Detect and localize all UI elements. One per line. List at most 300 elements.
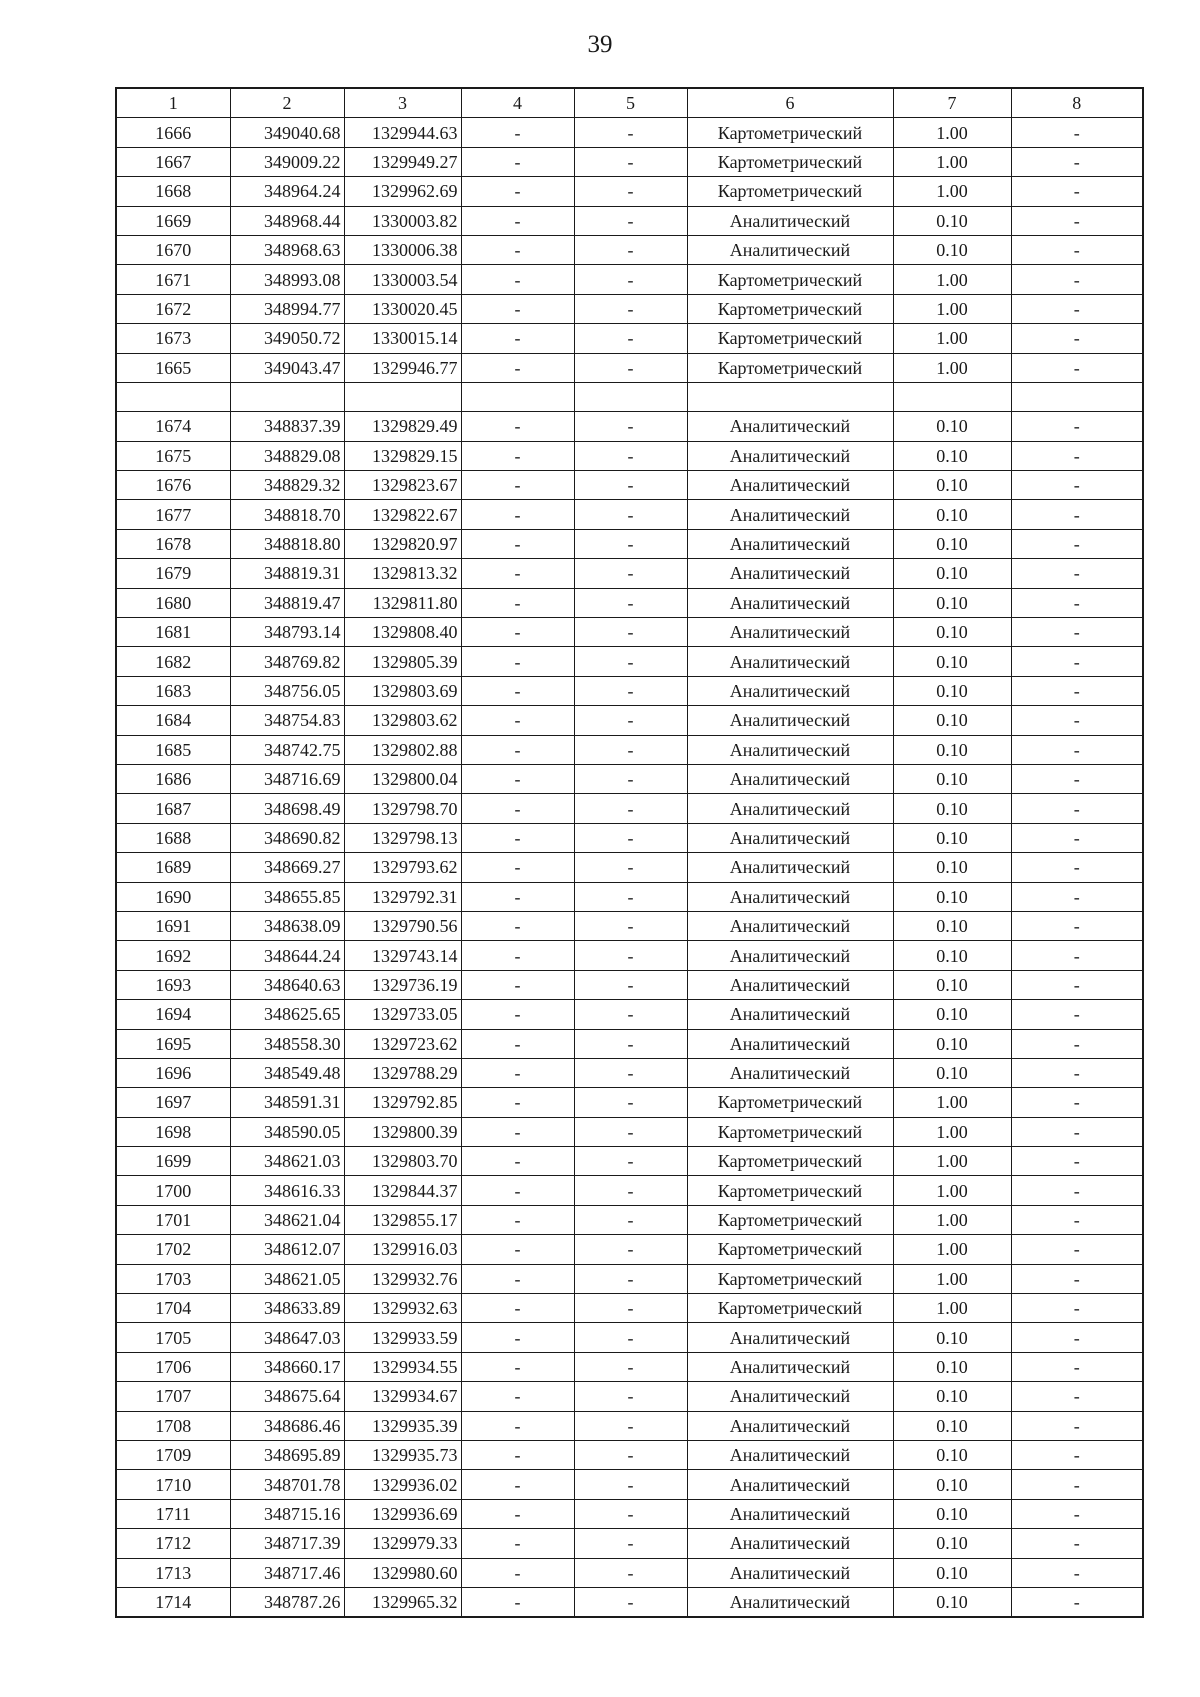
accuracy-cell: 0.10: [893, 941, 1011, 970]
y-coordinate-cell: 1329802.88: [344, 735, 461, 764]
col-8-cell: -: [1011, 1088, 1143, 1117]
col-8-cell: -: [1011, 764, 1143, 793]
table-row: [116, 764, 1143, 793]
method-cell: Аналитический: [687, 706, 893, 735]
col-4-cell: -: [461, 177, 574, 206]
y-coordinate-cell: 1329803.70: [344, 1147, 461, 1176]
col-5-cell: -: [574, 1000, 687, 1029]
method-cell: Картометрический: [687, 294, 893, 323]
col-5-cell: -: [574, 1088, 687, 1117]
col-4-cell: -: [461, 676, 574, 705]
col-8-cell: -: [1011, 235, 1143, 264]
col-4-cell: -: [461, 559, 574, 588]
method-cell: Аналитический: [687, 1000, 893, 1029]
col-4-cell: -: [461, 1117, 574, 1146]
table-row: [116, 206, 1143, 235]
accuracy-cell: 1.00: [893, 1176, 1011, 1205]
x-coordinate-cell: 348819.47: [230, 588, 344, 617]
method-cell: Картометрический: [687, 353, 893, 382]
col-4-cell: -: [461, 1147, 574, 1176]
col-5-cell: -: [574, 1558, 687, 1587]
column-header: 6: [687, 88, 893, 118]
accuracy-cell: 0.10: [893, 706, 1011, 735]
method-cell: Аналитический: [687, 1558, 893, 1587]
col-5-cell: -: [574, 941, 687, 970]
accuracy-cell: 1.00: [893, 324, 1011, 353]
accuracy-cell: 1.00: [893, 118, 1011, 147]
y-coordinate-cell: 1329934.67: [344, 1382, 461, 1411]
method-cell: Аналитический: [687, 588, 893, 617]
method-cell: Аналитический: [687, 1323, 893, 1352]
method-cell: Аналитический: [687, 471, 893, 500]
accuracy-cell: 0.10: [893, 1587, 1011, 1617]
accuracy-cell: 0.10: [893, 412, 1011, 441]
col-8-cell: -: [1011, 529, 1143, 558]
col-5-cell: -: [574, 1058, 687, 1087]
y-coordinate-cell: 1329934.55: [344, 1352, 461, 1381]
y-coordinate-cell: 1329933.59: [344, 1323, 461, 1352]
col-8-cell: -: [1011, 1382, 1143, 1411]
col-4-cell: -: [461, 1176, 574, 1205]
point-number-cell: 1698: [116, 1117, 230, 1146]
y-coordinate-cell: 1329979.33: [344, 1529, 461, 1558]
table-row: [116, 823, 1143, 852]
x-coordinate-cell: 348717.39: [230, 1529, 344, 1558]
col-4-cell: -: [461, 294, 574, 323]
x-coordinate-cell: 348633.89: [230, 1294, 344, 1323]
col-4-cell: -: [461, 1029, 574, 1058]
accuracy-cell: 0.10: [893, 853, 1011, 882]
table-row: [116, 441, 1143, 470]
method-cell: Аналитический: [687, 764, 893, 793]
method-cell: Аналитический: [687, 559, 893, 588]
table-row: [116, 1176, 1143, 1205]
x-coordinate-cell: 348769.82: [230, 647, 344, 676]
table-row: [116, 735, 1143, 764]
table-row: [116, 853, 1143, 882]
col-4-cell: -: [461, 588, 574, 617]
col-4-cell: -: [461, 1058, 574, 1087]
method-cell: Аналитический: [687, 1499, 893, 1528]
x-coordinate-cell: 348993.08: [230, 265, 344, 294]
x-coordinate-cell: 348994.77: [230, 294, 344, 323]
col-8-cell: -: [1011, 823, 1143, 852]
column-header: 3: [344, 88, 461, 118]
col-8-cell: -: [1011, 1029, 1143, 1058]
x-coordinate-cell: 348686.46: [230, 1411, 344, 1440]
col-4-cell: -: [461, 1088, 574, 1117]
col-4-cell: -: [461, 265, 574, 294]
table-row: [116, 353, 1143, 382]
col-4-cell: -: [461, 1000, 574, 1029]
col-5-cell: -: [574, 1294, 687, 1323]
col-8-cell: -: [1011, 500, 1143, 529]
col-8-cell: -: [1011, 177, 1143, 206]
table-row: [116, 706, 1143, 735]
y-coordinate-cell: 1329800.04: [344, 764, 461, 793]
x-coordinate-cell: 348675.64: [230, 1382, 344, 1411]
col-4-cell: -: [461, 764, 574, 793]
accuracy-cell: 1.00: [893, 177, 1011, 206]
col-5-cell: -: [574, 1264, 687, 1293]
col-4-cell: -: [461, 1558, 574, 1587]
col-4-cell: -: [461, 471, 574, 500]
col-5-cell: -: [574, 1587, 687, 1617]
col-8-cell: -: [1011, 1264, 1143, 1293]
x-coordinate-cell: 348647.03: [230, 1323, 344, 1352]
point-number-cell: 1695: [116, 1029, 230, 1058]
col-4-cell: -: [461, 647, 574, 676]
col-4-cell: -: [461, 706, 574, 735]
method-cell: Аналитический: [687, 647, 893, 676]
x-coordinate-cell: 348968.44: [230, 206, 344, 235]
x-coordinate-cell: 348621.05: [230, 1264, 344, 1293]
accuracy-cell: 0.10: [893, 794, 1011, 823]
accuracy-cell: 0.10: [893, 1058, 1011, 1087]
x-coordinate-cell: 348698.49: [230, 794, 344, 823]
accuracy-cell: 0.10: [893, 1000, 1011, 1029]
col-8-cell: -: [1011, 294, 1143, 323]
table-row: [116, 118, 1143, 147]
accuracy-cell: 1.00: [893, 265, 1011, 294]
col-5-cell: -: [574, 1235, 687, 1264]
table-header-row: [116, 88, 1143, 118]
col-8-cell: -: [1011, 1117, 1143, 1146]
col-8-cell: -: [1011, 1587, 1143, 1617]
accuracy-cell: 0.10: [893, 500, 1011, 529]
method-cell: Аналитический: [687, 794, 893, 823]
col-8-cell: -: [1011, 1235, 1143, 1264]
table-row: [116, 1029, 1143, 1058]
col-5-cell: -: [574, 1117, 687, 1146]
table-row: [116, 647, 1143, 676]
table-row: [116, 382, 1143, 411]
accuracy-cell: 1.00: [893, 353, 1011, 382]
col-8-cell: -: [1011, 1558, 1143, 1587]
col-8-cell: -: [1011, 794, 1143, 823]
col-5-cell: -: [574, 1499, 687, 1528]
point-number-cell: 1710: [116, 1470, 230, 1499]
accuracy-cell: 0.10: [893, 911, 1011, 940]
x-coordinate-cell: 348968.63: [230, 235, 344, 264]
method-cell: Аналитический: [687, 412, 893, 441]
y-coordinate-cell: 1329792.85: [344, 1088, 461, 1117]
col-4-cell: -: [461, 441, 574, 470]
y-coordinate-cell: 1329808.40: [344, 618, 461, 647]
point-number-cell: 1678: [116, 529, 230, 558]
col-8-cell: -: [1011, 1499, 1143, 1528]
accuracy-cell: [893, 382, 1011, 411]
y-coordinate-cell: 1329803.62: [344, 706, 461, 735]
col-4-cell: -: [461, 1440, 574, 1469]
col-4-cell: -: [461, 324, 574, 353]
method-cell: Аналитический: [687, 1440, 893, 1469]
method-cell: Картометрический: [687, 118, 893, 147]
accuracy-cell: 0.10: [893, 882, 1011, 911]
point-number-cell: 1700: [116, 1176, 230, 1205]
column-header: 8: [1011, 88, 1143, 118]
x-coordinate-cell: 348793.14: [230, 618, 344, 647]
point-number-cell: 1697: [116, 1088, 230, 1117]
table-row: [116, 1000, 1143, 1029]
point-number-cell: 1671: [116, 265, 230, 294]
col-8-cell: -: [1011, 1058, 1143, 1087]
y-coordinate-cell: 1329946.77: [344, 353, 461, 382]
point-number-cell: 1704: [116, 1294, 230, 1323]
point-number-cell: 1701: [116, 1205, 230, 1234]
x-coordinate-cell: 348964.24: [230, 177, 344, 206]
x-coordinate-cell: 348818.70: [230, 500, 344, 529]
y-coordinate-cell: 1329811.80: [344, 588, 461, 617]
accuracy-cell: 0.10: [893, 441, 1011, 470]
method-cell: Аналитический: [687, 1529, 893, 1558]
x-coordinate-cell: 348549.48: [230, 1058, 344, 1087]
point-number-cell: 1670: [116, 235, 230, 264]
col-4-cell: -: [461, 1323, 574, 1352]
accuracy-cell: 0.10: [893, 764, 1011, 793]
point-number-cell: 1691: [116, 911, 230, 940]
y-coordinate-cell: 1330006.38: [344, 235, 461, 264]
accuracy-cell: 0.10: [893, 1558, 1011, 1587]
col-4-cell: -: [461, 118, 574, 147]
accuracy-cell: 0.10: [893, 735, 1011, 764]
col-5-cell: -: [574, 500, 687, 529]
col-8-cell: -: [1011, 911, 1143, 940]
col-4-cell: -: [461, 794, 574, 823]
y-coordinate-cell: 1329736.19: [344, 970, 461, 999]
col-5-cell: -: [574, 618, 687, 647]
y-coordinate-cell: 1329798.70: [344, 794, 461, 823]
col-8-cell: -: [1011, 1176, 1143, 1205]
x-coordinate-cell: 349050.72: [230, 324, 344, 353]
x-coordinate-cell: 348829.08: [230, 441, 344, 470]
col-5-cell: -: [574, 1029, 687, 1058]
method-cell: Аналитический: [687, 1382, 893, 1411]
y-coordinate-cell: 1329823.67: [344, 471, 461, 500]
x-coordinate-cell: 348612.07: [230, 1235, 344, 1264]
x-coordinate-cell: 348837.39: [230, 412, 344, 441]
col-8-cell: -: [1011, 970, 1143, 999]
y-coordinate-cell: 1329932.63: [344, 1294, 461, 1323]
method-cell: Картометрический: [687, 147, 893, 176]
col-5-cell: -: [574, 1352, 687, 1381]
table-row: [116, 1264, 1143, 1293]
method-cell: [687, 382, 893, 411]
table-row: [116, 1235, 1143, 1264]
col-8-cell: -: [1011, 1411, 1143, 1440]
point-number-cell: [116, 382, 230, 411]
col-5-cell: -: [574, 970, 687, 999]
y-coordinate-cell: 1329932.76: [344, 1264, 461, 1293]
col-8-cell: -: [1011, 324, 1143, 353]
table-row: [116, 500, 1143, 529]
method-cell: Аналитический: [687, 441, 893, 470]
col-8-cell: -: [1011, 1323, 1143, 1352]
col-5-cell: -: [574, 177, 687, 206]
accuracy-cell: 1.00: [893, 1235, 1011, 1264]
point-number-cell: 1666: [116, 118, 230, 147]
y-coordinate-cell: 1329855.17: [344, 1205, 461, 1234]
col-5-cell: -: [574, 588, 687, 617]
x-coordinate-cell: 348716.69: [230, 764, 344, 793]
method-cell: Картометрический: [687, 1294, 893, 1323]
table-row: [116, 1499, 1143, 1528]
col-4-cell: -: [461, 1352, 574, 1381]
col-5-cell: -: [574, 882, 687, 911]
col-4-cell: -: [461, 1499, 574, 1528]
table-row: [116, 265, 1143, 294]
table-row: [116, 1058, 1143, 1087]
accuracy-cell: 0.10: [893, 1411, 1011, 1440]
point-number-cell: 1690: [116, 882, 230, 911]
x-coordinate-cell: 348655.85: [230, 882, 344, 911]
method-cell: Картометрический: [687, 177, 893, 206]
table-row: [116, 618, 1143, 647]
col-8-cell: -: [1011, 1529, 1143, 1558]
col-5-cell: -: [574, 206, 687, 235]
table-row: [116, 1294, 1143, 1323]
col-4-cell: -: [461, 1529, 574, 1558]
method-cell: Аналитический: [687, 529, 893, 558]
accuracy-cell: 0.10: [893, 471, 1011, 500]
col-8-cell: -: [1011, 559, 1143, 588]
table-row: [116, 676, 1143, 705]
method-cell: Аналитический: [687, 1058, 893, 1087]
x-coordinate-cell: 348695.89: [230, 1440, 344, 1469]
point-number-cell: 1692: [116, 941, 230, 970]
method-cell: Аналитический: [687, 618, 893, 647]
col-8-cell: -: [1011, 853, 1143, 882]
col-5-cell: -: [574, 294, 687, 323]
y-coordinate-cell: 1330003.54: [344, 265, 461, 294]
col-8-cell: -: [1011, 147, 1143, 176]
accuracy-cell: 0.10: [893, 1382, 1011, 1411]
col-8-cell: [1011, 382, 1143, 411]
y-coordinate-cell: 1329790.56: [344, 911, 461, 940]
table-row: [116, 471, 1143, 500]
x-coordinate-cell: 349009.22: [230, 147, 344, 176]
col-4-cell: -: [461, 1235, 574, 1264]
point-number-cell: 1688: [116, 823, 230, 852]
col-8-cell: -: [1011, 412, 1143, 441]
accuracy-cell: 0.10: [893, 588, 1011, 617]
table-row: [116, 1411, 1143, 1440]
col-4-cell: -: [461, 1411, 574, 1440]
x-coordinate-cell: 348742.75: [230, 735, 344, 764]
method-cell: Аналитический: [687, 970, 893, 999]
table-body: [116, 118, 1143, 1617]
col-4-cell: -: [461, 412, 574, 441]
x-coordinate-cell: 348591.31: [230, 1088, 344, 1117]
point-number-cell: 1706: [116, 1352, 230, 1381]
table-row: [116, 177, 1143, 206]
table-row: [116, 1352, 1143, 1381]
table-row: [116, 970, 1143, 999]
method-cell: Аналитический: [687, 823, 893, 852]
col-4-cell: -: [461, 500, 574, 529]
accuracy-cell: 0.10: [893, 1323, 1011, 1352]
col-5-cell: -: [574, 471, 687, 500]
table-row: [116, 147, 1143, 176]
method-cell: Аналитический: [687, 1411, 893, 1440]
col-5-cell: -: [574, 706, 687, 735]
y-coordinate-cell: 1329813.32: [344, 559, 461, 588]
accuracy-cell: 0.10: [893, 206, 1011, 235]
y-coordinate-cell: 1329793.62: [344, 853, 461, 882]
accuracy-cell: 0.10: [893, 1470, 1011, 1499]
col-8-cell: -: [1011, 941, 1143, 970]
table-row: [116, 1323, 1143, 1352]
col-4-cell: -: [461, 206, 574, 235]
table-row: [116, 294, 1143, 323]
point-number-cell: 1696: [116, 1058, 230, 1087]
col-4-cell: -: [461, 235, 574, 264]
y-coordinate-cell: 1329723.62: [344, 1029, 461, 1058]
table-row: [116, 882, 1143, 911]
y-coordinate-cell: 1329788.29: [344, 1058, 461, 1087]
table-row: [116, 1558, 1143, 1587]
y-coordinate-cell: 1329916.03: [344, 1235, 461, 1264]
col-8-cell: -: [1011, 1294, 1143, 1323]
point-number-cell: 1682: [116, 647, 230, 676]
point-number-cell: 1693: [116, 970, 230, 999]
coordinates-table: [115, 87, 1144, 1618]
method-cell: Картометрический: [687, 1088, 893, 1117]
col-5-cell: -: [574, 235, 687, 264]
y-coordinate-cell: 1329805.39: [344, 647, 461, 676]
method-cell: Аналитический: [687, 676, 893, 705]
point-number-cell: 1672: [116, 294, 230, 323]
col-5-cell: -: [574, 441, 687, 470]
y-coordinate-cell: 1329829.49: [344, 412, 461, 441]
y-coordinate-cell: 1329733.05: [344, 1000, 461, 1029]
point-number-cell: 1708: [116, 1411, 230, 1440]
col-5-cell: -: [574, 1323, 687, 1352]
table-row: [116, 911, 1143, 940]
col-8-cell: -: [1011, 1440, 1143, 1469]
col-4-cell: -: [461, 147, 574, 176]
point-number-cell: 1679: [116, 559, 230, 588]
table-row: [116, 235, 1143, 264]
accuracy-cell: 0.10: [893, 618, 1011, 647]
x-coordinate-cell: 348669.27: [230, 853, 344, 882]
x-coordinate-cell: 348829.32: [230, 471, 344, 500]
col-4-cell: -: [461, 735, 574, 764]
x-coordinate-cell: 348787.26: [230, 1587, 344, 1617]
col-5-cell: -: [574, 412, 687, 441]
col-5-cell: -: [574, 353, 687, 382]
col-5-cell: -: [574, 265, 687, 294]
column-header: 4: [461, 88, 574, 118]
accuracy-cell: 0.10: [893, 970, 1011, 999]
x-coordinate-cell: 348818.80: [230, 529, 344, 558]
col-5-cell: -: [574, 147, 687, 176]
table-row: [116, 1529, 1143, 1558]
column-header: 7: [893, 88, 1011, 118]
accuracy-cell: 0.10: [893, 235, 1011, 264]
col-5-cell: -: [574, 1176, 687, 1205]
col-8-cell: -: [1011, 735, 1143, 764]
table-row: [116, 1470, 1143, 1499]
point-number-cell: 1694: [116, 1000, 230, 1029]
col-5-cell: -: [574, 794, 687, 823]
point-number-cell: 1699: [116, 1147, 230, 1176]
col-8-cell: -: [1011, 353, 1143, 382]
method-cell: Картометрический: [687, 1176, 893, 1205]
accuracy-cell: 1.00: [893, 147, 1011, 176]
x-coordinate-cell: 349040.68: [230, 118, 344, 147]
col-4-cell: -: [461, 941, 574, 970]
